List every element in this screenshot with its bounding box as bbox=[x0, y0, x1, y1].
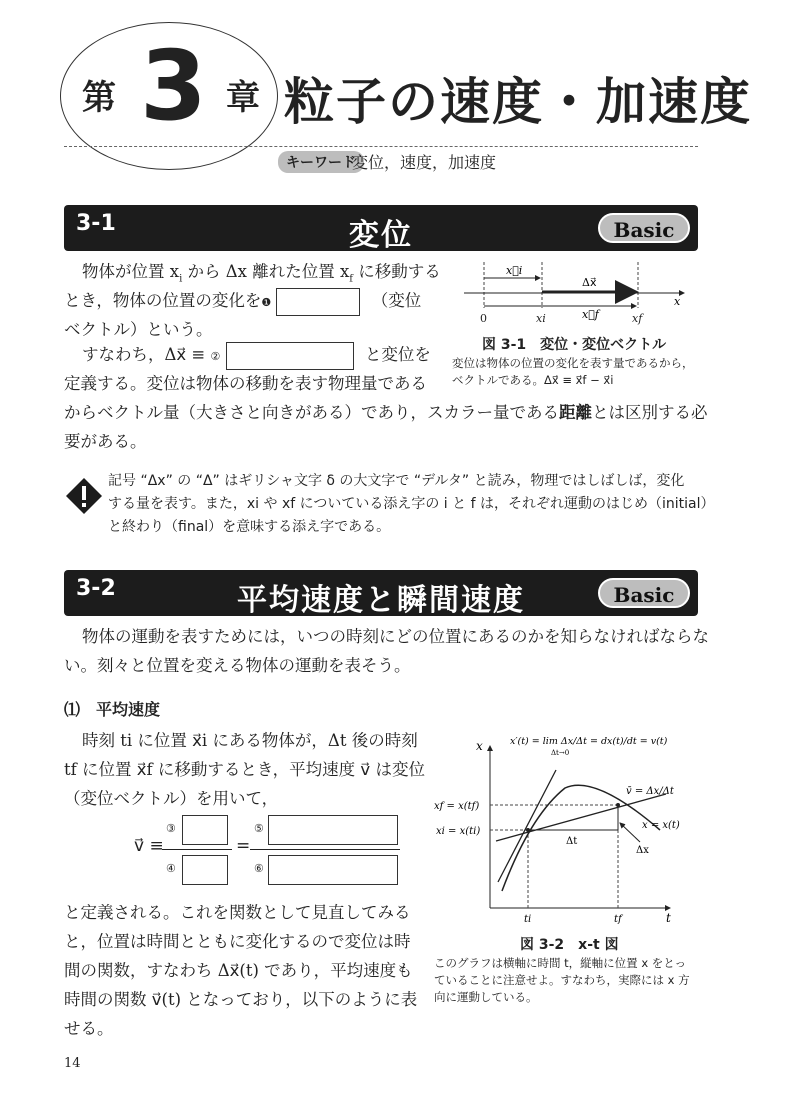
blank-marker: ② bbox=[210, 350, 221, 363]
tick-xi: xi bbox=[536, 312, 546, 325]
label-dx: Δx bbox=[636, 845, 649, 856]
label-dt: Δt bbox=[566, 836, 578, 847]
answer-blank-6[interactable] bbox=[268, 855, 398, 885]
basic-badge: Basic bbox=[598, 578, 690, 608]
body-line: からベクトル量（大きさと向きがある）であり，スカラー量である距離とは区別する必 bbox=[64, 403, 708, 422]
label-lim-sub: Δt→0 bbox=[551, 749, 570, 757]
answer-blank-2[interactable] bbox=[226, 342, 354, 370]
subsection-heading: ⑴ 平均速度 bbox=[64, 700, 161, 719]
label-xf-vec: x⃗f bbox=[582, 308, 599, 321]
body-line: 要がある。 bbox=[64, 432, 147, 451]
blank-marker: ④ bbox=[166, 862, 176, 875]
body-line: 定義する。変位は物体の移動を表す物理量である bbox=[64, 374, 427, 393]
label-x: x bbox=[674, 295, 681, 308]
figure-3-1-desc: ベクトルである。Δx⃗ ≡ x⃗f − x⃗i bbox=[452, 373, 614, 387]
figure-3-2-desc: ていることに注意せよ。すなわち，実際には x 方 bbox=[434, 973, 690, 987]
note-line: する量を表す。また，xi や xf についている添え字の i と f は，それぞれ運動のはじめ（initial） bbox=[108, 496, 715, 512]
tick-tf: tf bbox=[614, 914, 622, 925]
body-line: せる。 bbox=[64, 1019, 114, 1038]
figure-3-1-caption: 図 3-1 変位・変位ベクトル bbox=[482, 337, 667, 353]
blank-marker: ❶ bbox=[261, 296, 272, 309]
label-derivative: x′(t) = lim Δx/Δt = dx(t)/dt = v(t) bbox=[510, 736, 668, 747]
keyword-badge: キーワード bbox=[278, 151, 364, 173]
blank-marker: ⑤ bbox=[254, 822, 264, 835]
figure-3-1-desc: 変位は物体の位置の変化を表す量であるから， bbox=[452, 356, 694, 370]
label-xi: xi = x(ti) bbox=[436, 826, 481, 837]
figure-3-2-desc: このグラフは横軸に時間 t，縦軸に位置 x をとっ bbox=[434, 956, 687, 970]
answer-blank-4[interactable] bbox=[182, 855, 228, 885]
figure-3-2-caption: 図 3-2 x-t 図 bbox=[520, 937, 619, 953]
body-line: ベクトル）という。 bbox=[64, 320, 213, 339]
figure-3-1-diagram bbox=[454, 258, 694, 328]
chapter-title: 粒子の速度・加速度 bbox=[284, 73, 752, 131]
fraction-bar bbox=[250, 849, 400, 850]
answer-blank-3[interactable] bbox=[182, 815, 228, 845]
tick-ti: ti bbox=[524, 914, 532, 925]
warning-icon bbox=[64, 476, 104, 516]
figure-3-2-graph bbox=[430, 726, 700, 926]
chapter-suffix: 章 bbox=[226, 78, 260, 118]
section-header-3-1 bbox=[64, 205, 698, 251]
body-line: tf に位置 x⃗f に移動するとき，平均速度 v⃗ は変位 bbox=[64, 760, 425, 779]
answer-blank-1[interactable] bbox=[276, 288, 360, 316]
body-line: 物体の運動を表すためには，いつの時刻にどの位置にあるのかを知らなければならな bbox=[82, 627, 709, 646]
tick-xf: xf bbox=[632, 312, 643, 325]
label-xi-vec: x⃗i bbox=[506, 264, 523, 277]
section-title: 平均速度と瞬間速度 bbox=[237, 583, 525, 618]
label-dx-vec: Δx⃗ bbox=[582, 276, 597, 289]
tangent-line bbox=[498, 770, 556, 882]
chapter-prefix: 第 bbox=[82, 78, 116, 118]
axis-label-x: x bbox=[476, 739, 483, 753]
label-xf: xf = x(tf) bbox=[434, 801, 480, 812]
basic-badge: Basic bbox=[598, 213, 690, 243]
body-line: 時刻 ti に位置 x⃗i にある物体が，Δt 後の時刻 bbox=[82, 731, 418, 750]
blank-marker: ③ bbox=[166, 822, 176, 835]
label-x-of-t: x = x(t) bbox=[642, 820, 680, 831]
body-line: と，位置は時間とともに変化するので変位は時 bbox=[64, 932, 411, 951]
section-number: 3-2 bbox=[76, 576, 116, 601]
body-line: 間の関数，すなわち Δx⃗(t) であり，平均速度も bbox=[64, 961, 413, 980]
body-line: 物体が位置 $x_i$ から Δx 離れた位置 $x_f$ に移動する bbox=[82, 262, 441, 285]
body-line: い。刻々と位置を変える物体の運動を表そう。 bbox=[64, 656, 411, 675]
header-divider bbox=[64, 146, 698, 147]
section-header-3-2 bbox=[64, 570, 698, 616]
equation-lhs: v⃗ ≡ bbox=[134, 836, 164, 856]
fraction-bar bbox=[162, 849, 232, 850]
secant-line bbox=[496, 794, 666, 841]
section-number: 3-1 bbox=[76, 211, 116, 236]
body-line: とき，物体の位置の変化を❶ （変位 bbox=[64, 286, 421, 317]
body-line: と定義される。これを関数として見直してみる bbox=[64, 903, 411, 922]
keyword-list: 変位，速度，加速度 bbox=[352, 153, 497, 172]
page-number: 14 bbox=[64, 1056, 81, 1071]
bold-term: 距離 bbox=[559, 403, 592, 422]
body-line: すなわち，Δx⃗ ≡ ② と変位を bbox=[82, 340, 431, 371]
equation-equals: = bbox=[236, 836, 251, 856]
label-average-velocity: v̄ = Δx/Δt bbox=[626, 786, 674, 797]
blank-marker: ⑥ bbox=[254, 862, 264, 875]
note-line: 記号 “Δx” の “Δ” はギリシャ文字 δ の大文字で “デルタ” と読み，物理ではしばしば，変化 bbox=[108, 473, 685, 489]
figure-3-2-desc: 向に運動している。 bbox=[434, 990, 538, 1004]
body-line: 時間の関数 v⃗(t) となっており，以下のように表 bbox=[64, 990, 418, 1009]
axis-label-t: t bbox=[666, 911, 671, 925]
note-line: と終わり（final）を意味する添え字である。 bbox=[108, 519, 391, 535]
chapter-number: 3 bbox=[140, 30, 207, 142]
answer-blank-5[interactable] bbox=[268, 815, 398, 845]
tick-0: 0 bbox=[480, 312, 487, 325]
body-line: （変位ベクトル）を用いて， bbox=[64, 789, 279, 808]
section-title: 変位 bbox=[349, 218, 413, 253]
